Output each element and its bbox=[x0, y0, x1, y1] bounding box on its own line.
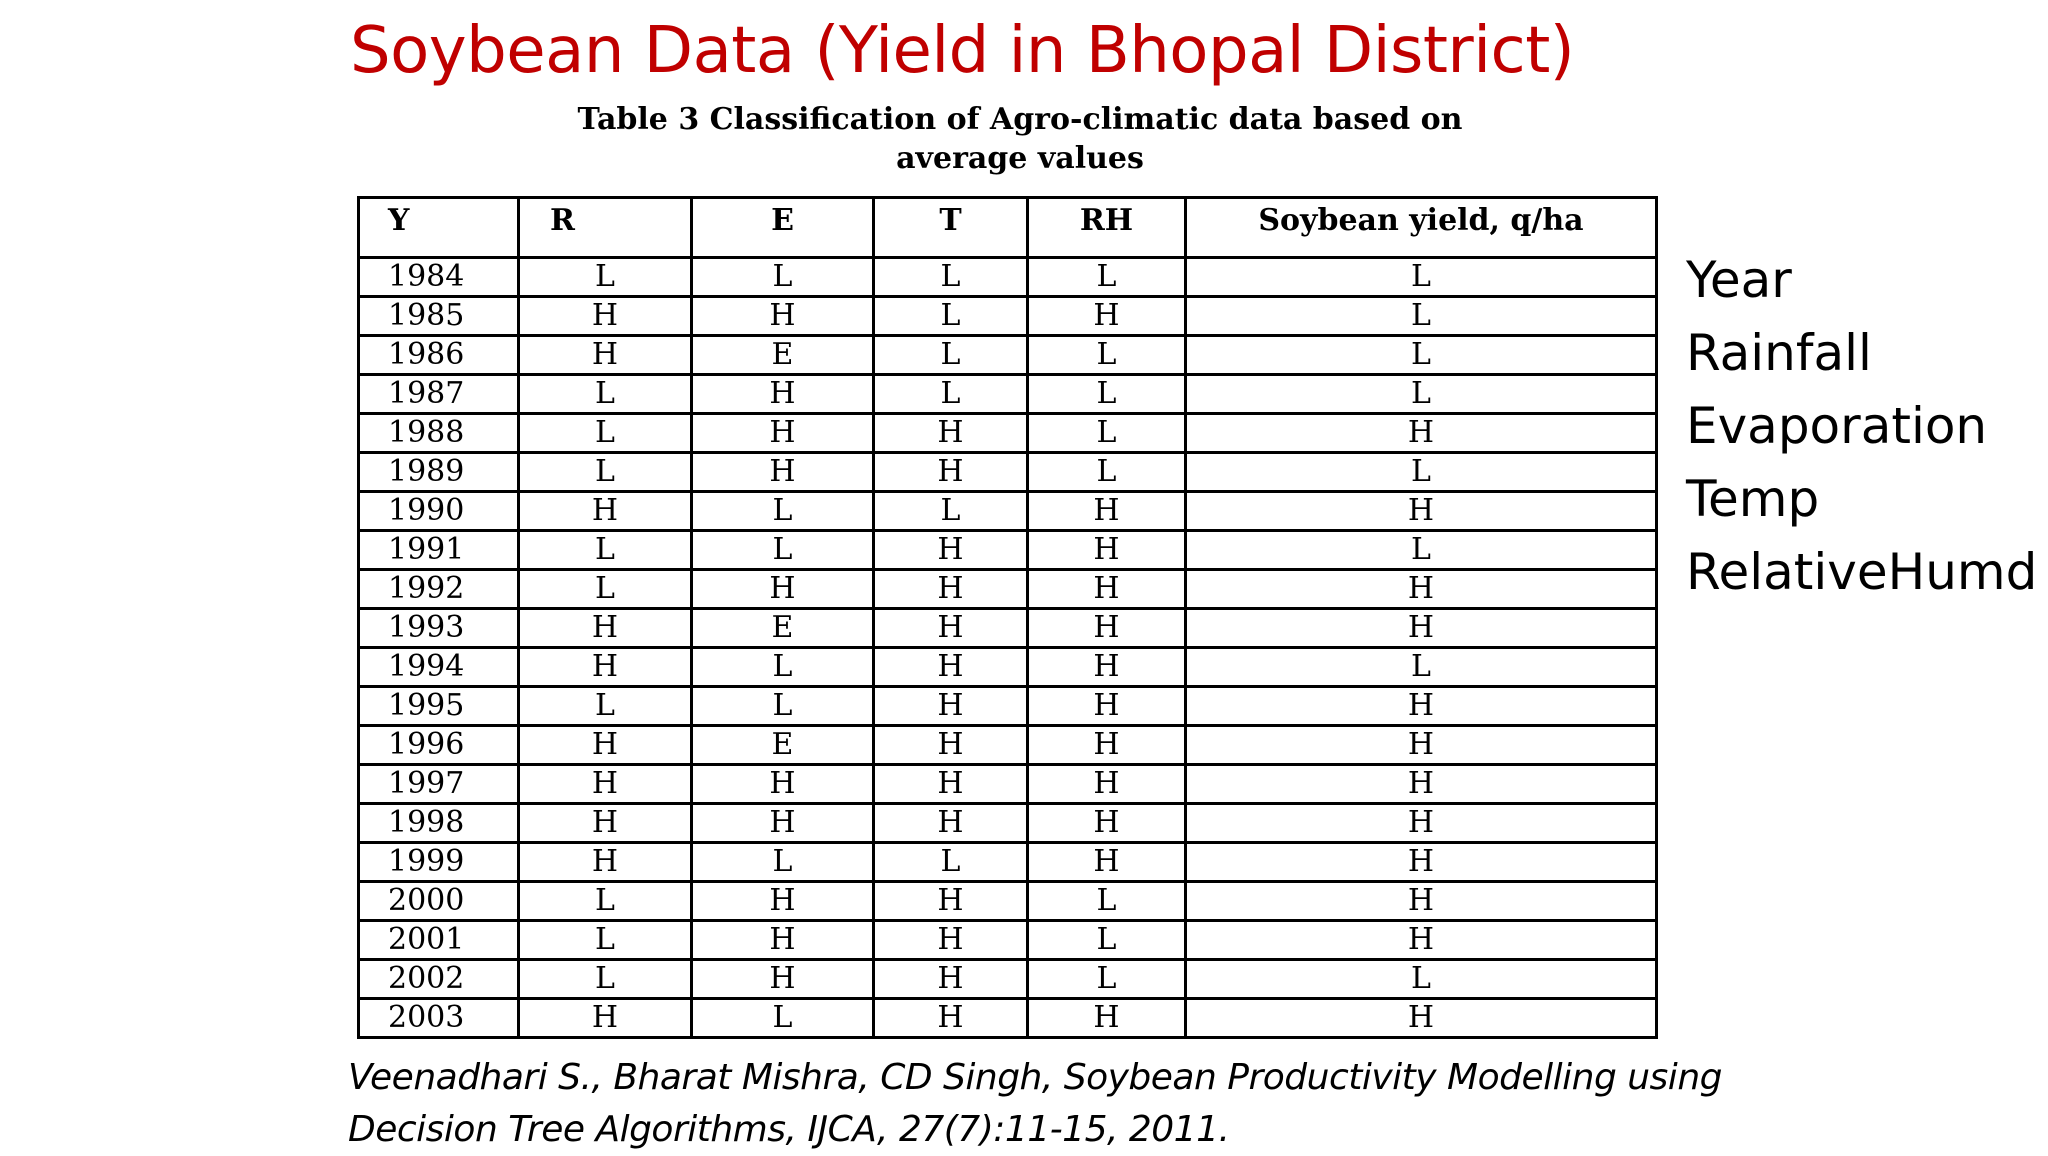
legend-item-relative-humidity: RelativeHumd bbox=[1686, 543, 2038, 601]
cell-temperature: L bbox=[874, 258, 1028, 297]
cell-rainfall: H bbox=[519, 336, 692, 375]
cell-evaporation: E bbox=[692, 609, 874, 648]
citation-line-2: Decision Tree Algorithms, IJCA, 27(7):11-15, 2011. bbox=[348, 1109, 1230, 1150]
cell-relative-humidity: L bbox=[1028, 882, 1186, 921]
cell-rainfall: H bbox=[519, 492, 692, 531]
cell-relative-humidity: L bbox=[1028, 414, 1186, 453]
cell-evaporation: H bbox=[692, 375, 874, 414]
cell-evaporation: H bbox=[692, 570, 874, 609]
header-evaporation: E bbox=[692, 198, 874, 258]
cell-year: 1990 bbox=[359, 492, 519, 531]
cell-rainfall: H bbox=[519, 609, 692, 648]
cell-soybean-yield: H bbox=[1186, 765, 1657, 804]
table-body bbox=[359, 258, 1657, 1038]
cell-soybean-yield: L bbox=[1186, 960, 1657, 999]
cell-soybean-yield: L bbox=[1186, 258, 1657, 297]
cell-rainfall: L bbox=[519, 453, 692, 492]
cell-relative-humidity: H bbox=[1028, 687, 1186, 726]
cell-year: 2002 bbox=[359, 960, 519, 999]
cell-evaporation: L bbox=[692, 258, 874, 297]
header-year: Y bbox=[359, 198, 519, 258]
cell-temperature: H bbox=[874, 648, 1028, 687]
cell-temperature: H bbox=[874, 609, 1028, 648]
cell-rainfall: L bbox=[519, 570, 692, 609]
cell-evaporation: E bbox=[692, 336, 874, 375]
cell-rainfall: L bbox=[519, 414, 692, 453]
cell-evaporation: H bbox=[692, 960, 874, 999]
cell-temperature: L bbox=[874, 492, 1028, 531]
cell-rainfall: L bbox=[519, 258, 692, 297]
cell-rainfall: L bbox=[519, 882, 692, 921]
cell-rainfall: L bbox=[519, 687, 692, 726]
table-row bbox=[359, 921, 1657, 960]
cell-year: 1989 bbox=[359, 453, 519, 492]
cell-relative-humidity: H bbox=[1028, 804, 1186, 843]
table-row bbox=[359, 531, 1657, 570]
table-row bbox=[359, 453, 1657, 492]
cell-soybean-yield: L bbox=[1186, 531, 1657, 570]
table-caption bbox=[355, 100, 1685, 178]
cell-relative-humidity: H bbox=[1028, 726, 1186, 765]
header-rainfall: R bbox=[519, 198, 692, 258]
cell-soybean-yield: H bbox=[1186, 804, 1657, 843]
cell-rainfall: L bbox=[519, 960, 692, 999]
cell-year: 1993 bbox=[359, 609, 519, 648]
cell-year: 1997 bbox=[359, 765, 519, 804]
header-relative-humidity: RH bbox=[1028, 198, 1186, 258]
table-row bbox=[359, 843, 1657, 882]
table-row bbox=[359, 882, 1657, 921]
legend-item-temp: Temp bbox=[1686, 470, 1820, 528]
cell-soybean-yield: L bbox=[1186, 648, 1657, 687]
cell-soybean-yield: H bbox=[1186, 999, 1657, 1038]
cell-evaporation: H bbox=[692, 804, 874, 843]
cell-relative-humidity: H bbox=[1028, 648, 1186, 687]
legend-item-rainfall: Rainfall bbox=[1686, 324, 1872, 382]
cell-temperature: L bbox=[874, 297, 1028, 336]
cell-year: 1996 bbox=[359, 726, 519, 765]
cell-rainfall: H bbox=[519, 648, 692, 687]
cell-relative-humidity: L bbox=[1028, 336, 1186, 375]
cell-evaporation: H bbox=[692, 414, 874, 453]
cell-year: 1998 bbox=[359, 804, 519, 843]
legend-item-year: Year bbox=[1686, 251, 1792, 309]
cell-temperature: H bbox=[874, 531, 1028, 570]
table-row bbox=[359, 765, 1657, 804]
cell-temperature: L bbox=[874, 336, 1028, 375]
table-caption-line-2: average values bbox=[896, 141, 1144, 176]
table-row bbox=[359, 648, 1657, 687]
cell-relative-humidity: H bbox=[1028, 570, 1186, 609]
cell-soybean-yield: H bbox=[1186, 726, 1657, 765]
cell-year: 2003 bbox=[359, 999, 519, 1038]
cell-relative-humidity: H bbox=[1028, 609, 1186, 648]
cell-temperature: H bbox=[874, 414, 1028, 453]
cell-relative-humidity: L bbox=[1028, 375, 1186, 414]
cell-relative-humidity: H bbox=[1028, 492, 1186, 531]
table-row bbox=[359, 999, 1657, 1038]
cell-evaporation: L bbox=[692, 843, 874, 882]
cell-temperature: H bbox=[874, 921, 1028, 960]
cell-relative-humidity: L bbox=[1028, 921, 1186, 960]
cell-relative-humidity: H bbox=[1028, 843, 1186, 882]
cell-year: 1999 bbox=[359, 843, 519, 882]
cell-soybean-yield: L bbox=[1186, 297, 1657, 336]
slide-title: Soybean Data (Yield in Bhopal District) bbox=[350, 14, 1575, 88]
table-row bbox=[359, 960, 1657, 999]
table-row bbox=[359, 726, 1657, 765]
cell-rainfall: L bbox=[519, 921, 692, 960]
cell-rainfall: H bbox=[519, 999, 692, 1038]
cell-temperature: H bbox=[874, 570, 1028, 609]
cell-soybean-yield: L bbox=[1186, 336, 1657, 375]
cell-evaporation: L bbox=[692, 648, 874, 687]
cell-temperature: L bbox=[874, 843, 1028, 882]
table-row bbox=[359, 414, 1657, 453]
citation bbox=[348, 1052, 1722, 1156]
citation-line-1: Veenadhari S., Bharat Mishra, CD Singh, Soybean Productivity Modelling using bbox=[348, 1057, 1722, 1098]
cell-temperature: H bbox=[874, 765, 1028, 804]
cell-soybean-yield: H bbox=[1186, 921, 1657, 960]
table-row bbox=[359, 609, 1657, 648]
cell-soybean-yield: L bbox=[1186, 375, 1657, 414]
cell-evaporation: E bbox=[692, 726, 874, 765]
cell-rainfall: L bbox=[519, 531, 692, 570]
table-row bbox=[359, 687, 1657, 726]
header-temperature: T bbox=[874, 198, 1028, 258]
cell-year: 1992 bbox=[359, 570, 519, 609]
cell-rainfall: H bbox=[519, 726, 692, 765]
cell-rainfall: H bbox=[519, 804, 692, 843]
table-row bbox=[359, 570, 1657, 609]
cell-rainfall: H bbox=[519, 843, 692, 882]
cell-soybean-yield: H bbox=[1186, 570, 1657, 609]
cell-year: 1986 bbox=[359, 336, 519, 375]
cell-temperature: H bbox=[874, 960, 1028, 999]
cell-rainfall: H bbox=[519, 765, 692, 804]
table-row bbox=[359, 258, 1657, 297]
cell-year: 1995 bbox=[359, 687, 519, 726]
cell-temperature: H bbox=[874, 804, 1028, 843]
cell-rainfall: L bbox=[519, 375, 692, 414]
cell-relative-humidity: H bbox=[1028, 765, 1186, 804]
cell-year: 1987 bbox=[359, 375, 519, 414]
cell-year: 1991 bbox=[359, 531, 519, 570]
table-row bbox=[359, 804, 1657, 843]
cell-relative-humidity: L bbox=[1028, 453, 1186, 492]
cell-temperature: H bbox=[874, 882, 1028, 921]
cell-soybean-yield: H bbox=[1186, 414, 1657, 453]
cell-soybean-yield: L bbox=[1186, 453, 1657, 492]
cell-year: 2001 bbox=[359, 921, 519, 960]
cell-year: 1984 bbox=[359, 258, 519, 297]
legend-item-evaporation: Evaporation bbox=[1686, 397, 1988, 455]
cell-year: 1985 bbox=[359, 297, 519, 336]
cell-relative-humidity: H bbox=[1028, 999, 1186, 1038]
cell-soybean-yield: H bbox=[1186, 843, 1657, 882]
cell-year: 2000 bbox=[359, 882, 519, 921]
cell-soybean-yield: H bbox=[1186, 492, 1657, 531]
cell-temperature: H bbox=[874, 687, 1028, 726]
cell-relative-humidity: H bbox=[1028, 531, 1186, 570]
cell-soybean-yield: H bbox=[1186, 882, 1657, 921]
table-row bbox=[359, 336, 1657, 375]
cell-rainfall: H bbox=[519, 297, 692, 336]
table-row bbox=[359, 492, 1657, 531]
cell-relative-humidity: H bbox=[1028, 297, 1186, 336]
cell-evaporation: L bbox=[692, 492, 874, 531]
table-caption-line-1: Table 3 Classification of Agro-climatic data based on bbox=[577, 102, 1463, 137]
table-row bbox=[359, 375, 1657, 414]
cell-temperature: H bbox=[874, 726, 1028, 765]
abbreviation-legend bbox=[1686, 244, 2037, 609]
cell-temperature: H bbox=[874, 999, 1028, 1038]
header-soybean-yield: Soybean yield, q/ha bbox=[1186, 198, 1657, 258]
cell-evaporation: H bbox=[692, 765, 874, 804]
cell-temperature: L bbox=[874, 375, 1028, 414]
cell-evaporation: H bbox=[692, 453, 874, 492]
cell-evaporation: L bbox=[692, 687, 874, 726]
cell-year: 1994 bbox=[359, 648, 519, 687]
cell-evaporation: H bbox=[692, 297, 874, 336]
table-header-row bbox=[359, 198, 1657, 258]
cell-soybean-yield: H bbox=[1186, 609, 1657, 648]
cell-relative-humidity: L bbox=[1028, 960, 1186, 999]
cell-evaporation: L bbox=[692, 999, 874, 1038]
cell-evaporation: L bbox=[692, 531, 874, 570]
cell-evaporation: H bbox=[692, 921, 874, 960]
table-row bbox=[359, 297, 1657, 336]
cell-relative-humidity: L bbox=[1028, 258, 1186, 297]
cell-evaporation: H bbox=[692, 882, 874, 921]
agro-climatic-table bbox=[357, 196, 1658, 1039]
cell-soybean-yield: H bbox=[1186, 687, 1657, 726]
cell-temperature: H bbox=[874, 453, 1028, 492]
cell-year: 1988 bbox=[359, 414, 519, 453]
